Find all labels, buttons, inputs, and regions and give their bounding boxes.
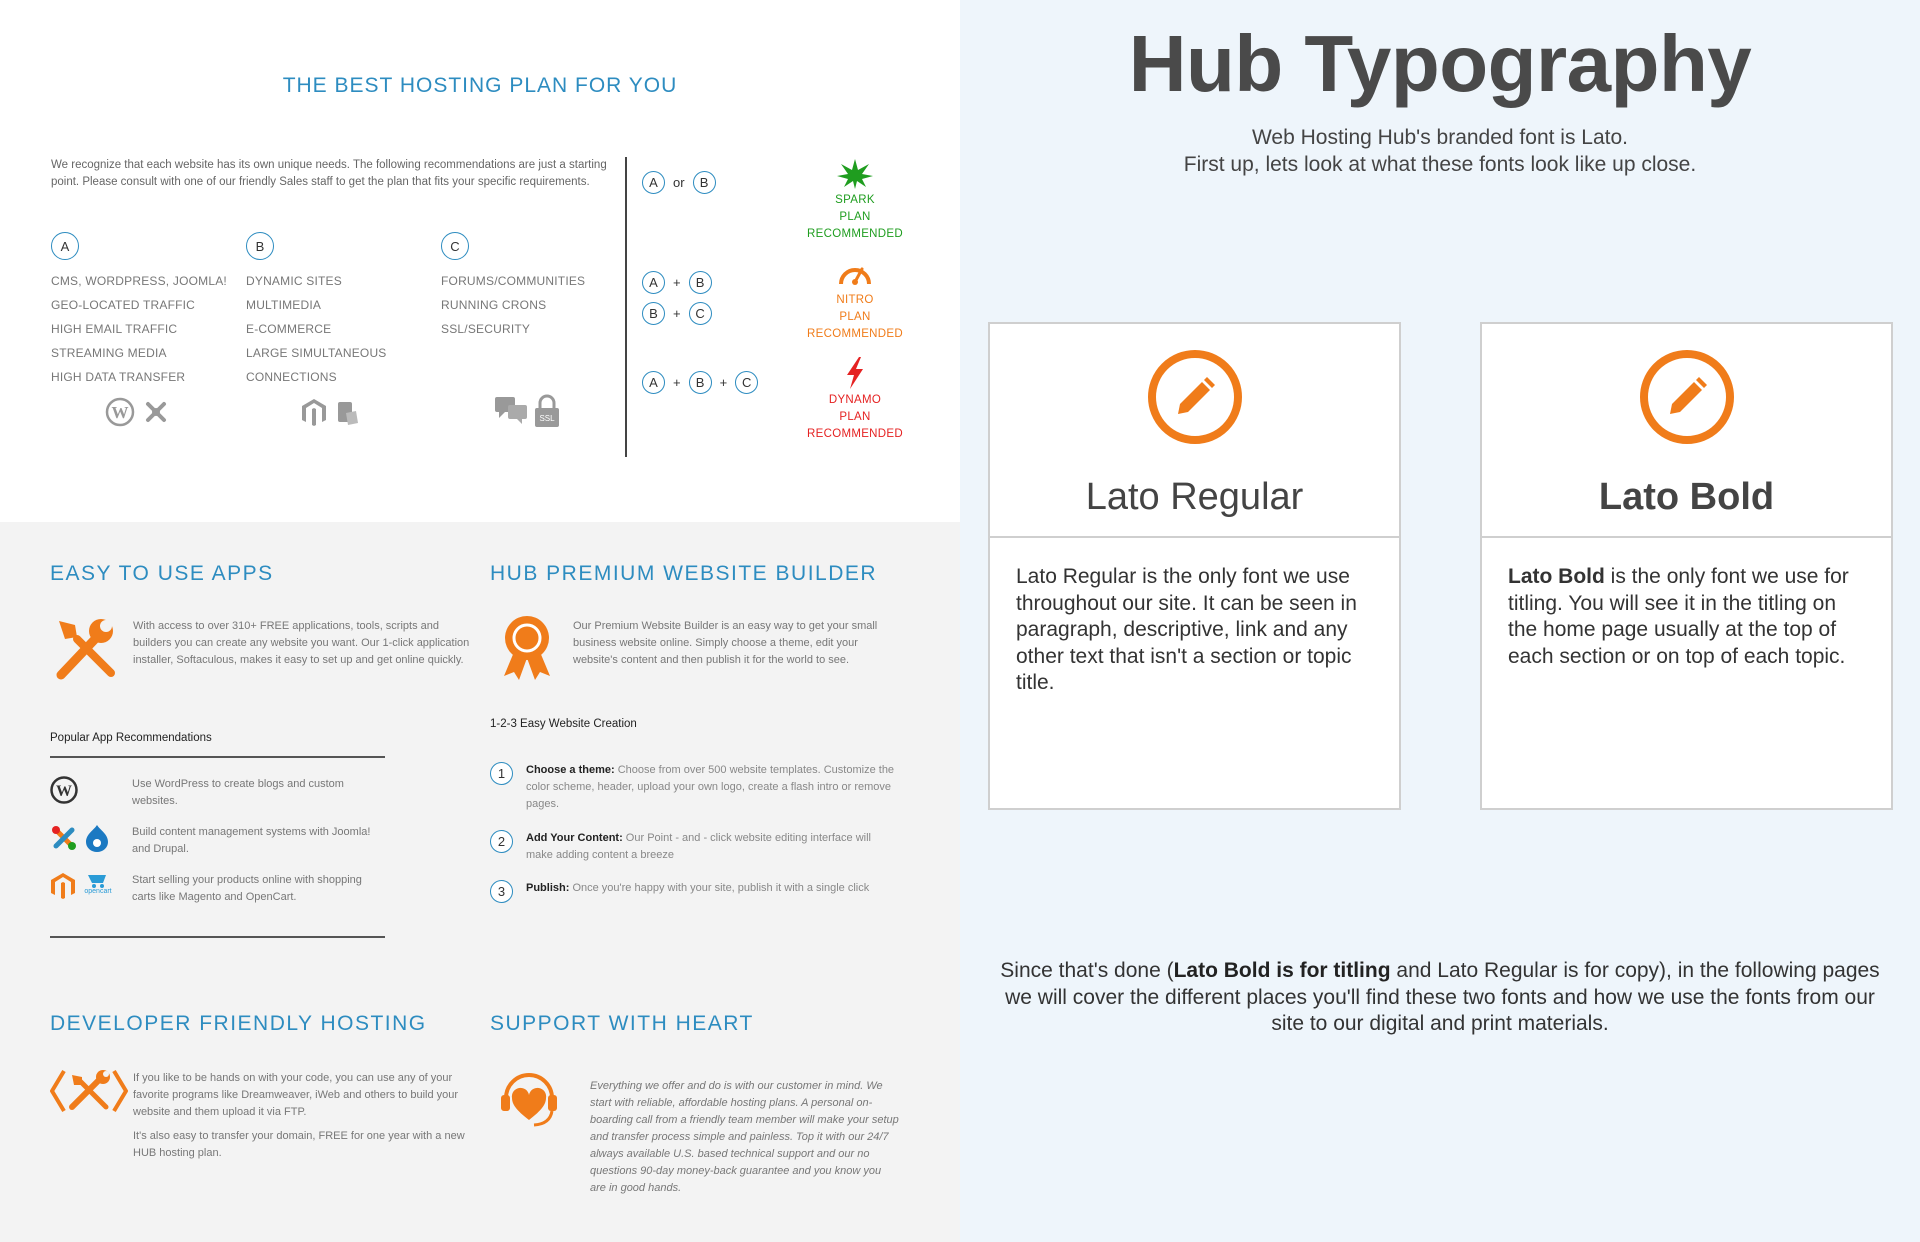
spark-plan xyxy=(790,158,920,243)
list-item xyxy=(50,872,390,906)
letter-b-badge: B xyxy=(246,232,274,260)
magento-icon xyxy=(50,872,76,900)
builder-title: HUB PREMIUM WEBSITE BUILDER xyxy=(490,562,878,585)
opencart-label: opencart xyxy=(84,888,112,895)
list-item: RUNNING CRONS xyxy=(441,298,547,312)
list-item: STREAMING MEDIA xyxy=(51,346,167,360)
hosting-intro: We recognize that each website has its own unique needs. The following recommendations are just a starting point. Please consult with one of our friendly Sales staff to get the plan that fits your specific requirements. xyxy=(51,159,607,188)
award-ribbon-icon xyxy=(498,614,556,682)
combo-a-plus-b xyxy=(642,271,712,294)
joomla-icon xyxy=(141,397,171,427)
subtitle-line: First up, lets look at what these fonts look like up close. xyxy=(1183,153,1697,176)
list-item: CMS, WORDPRESS, JOOMLA! xyxy=(51,274,227,288)
apps-description: With access to over 310+ FREE applications, tools, scripts and builders you can create any website you want. Our 1-click application installer, Softaculous, makes it easy to set up and get online quickly. xyxy=(133,620,470,666)
badge-b: B xyxy=(689,271,712,294)
chat-bubbles-icon xyxy=(494,394,528,426)
step-label: Add Your Content: xyxy=(526,832,623,844)
step-number: 2 xyxy=(490,830,513,853)
card-body: Lato Regular is the only font we use throughout our site. It can be seen in paragraph, descriptive, link and any other text that isn't a section or topic title. xyxy=(1016,565,1357,694)
svg-text:W: W xyxy=(56,783,72,800)
tools-icon xyxy=(53,615,119,681)
list-item: FORUMS/COMMUNITIES xyxy=(441,274,586,288)
step-text: Once you're happy with your site, publish it with a single click xyxy=(569,882,870,894)
summary-text: Since that's done (Lato Bold is for titling and Lato Regular is for copy), in the following pages we will cover the different places you'll find these two fonts and how we use the fonts from our site to our digital and print materials. xyxy=(1000,959,1880,1035)
edit-pencil-icon xyxy=(1146,348,1244,446)
combo-b-plus-c xyxy=(642,302,712,325)
subtitle-line: Web Hosting Hub's branded font is Lato. xyxy=(1251,126,1628,149)
card-body xyxy=(1482,538,1891,670)
popular-apps-title: Popular App Recommendations xyxy=(50,732,212,744)
column-c-icons xyxy=(494,394,560,428)
features-section xyxy=(0,522,960,1242)
support-description: Everything we offer and do is with our customer in mind. We start with reliable, affordable hosting plans. A personal on-boarding call from a friendly team member will make your setup and transfer process simple and painless. Top it with our 24/7 always available U.S. based technical support and our no questions 90-day money-back guarantee and you know you are in good hands. xyxy=(590,1080,899,1194)
column-a-icons xyxy=(105,397,171,427)
list-item: LARGE SIMULTANEOUS xyxy=(246,346,387,360)
list-item: HIGH DATA TRANSFER xyxy=(51,370,186,384)
support-title: SUPPORT WITH HEART xyxy=(490,1012,754,1035)
column-b xyxy=(246,232,446,389)
vertical-divider xyxy=(625,157,627,457)
divider xyxy=(50,936,385,938)
step-number: 1 xyxy=(490,762,513,785)
combo-plus: + xyxy=(673,375,681,390)
list-item xyxy=(50,824,390,858)
joomla-icon xyxy=(50,824,78,852)
card-body-bold: Lato Bold xyxy=(1508,565,1605,588)
spark-leaf-icon xyxy=(836,158,874,190)
app-row-text: Use WordPress to create blogs and custom websites. xyxy=(132,778,344,807)
plan-line: PLAN xyxy=(839,311,871,323)
cart-hand-icon xyxy=(334,397,360,427)
letter-a-badge: A xyxy=(51,232,79,260)
apps-title: EASY TO USE APPS xyxy=(50,562,274,585)
combo-a-b-c xyxy=(642,371,758,394)
speedometer-icon xyxy=(837,258,873,290)
badge-b: B xyxy=(693,171,716,194)
app-row-text: Start selling your products online with shopping carts like Magento and OpenCart. xyxy=(132,874,362,903)
developer-title: DEVELOPER FRIENDLY HOSTING xyxy=(50,1012,427,1035)
wordpress-icon xyxy=(105,397,135,427)
lato-regular-card xyxy=(988,322,1401,810)
column-a xyxy=(51,232,251,389)
step-1 xyxy=(490,762,900,813)
column-b-icons xyxy=(300,397,360,427)
list-item: SSL/SECURITY xyxy=(441,322,531,336)
badge-a: A xyxy=(642,171,665,194)
badge-a: A xyxy=(642,271,665,294)
list-item: CONNECTIONS xyxy=(246,370,337,384)
hosting-title: THE BEST HOSTING PLAN FOR YOU xyxy=(282,74,678,97)
combo-or: or xyxy=(673,175,685,190)
badge-b: B xyxy=(642,302,665,325)
column-c xyxy=(441,232,641,341)
app-row-text: Build content management systems with Joomla! and Drupal. xyxy=(132,826,371,855)
letter-c-badge: C xyxy=(441,232,469,260)
plan-line: RECOMMENDED xyxy=(807,428,903,440)
card-body-text: is the only font we use for titling. You will see it in the titling on the home page usually at the top of each section or on top of each topic. xyxy=(1508,565,1849,668)
step-2 xyxy=(490,830,900,864)
page-subtitle xyxy=(960,124,1920,178)
developer-description-1: If you like to be hands on with your code, you can use any of your favorite programs like Dreamweaver, iWeb and others to build your website and them upload it via FTP. xyxy=(133,1072,459,1118)
lato-bold-card xyxy=(1480,322,1893,810)
combo-a-or-b xyxy=(642,171,716,194)
svg-text:W: W xyxy=(111,403,129,422)
plan-line: SPARK xyxy=(835,194,875,206)
combo-plus: + xyxy=(719,375,728,390)
step-text: Choose from over 500 website templates. Customize the color scheme, header, upload your own logo, create a flash intro or remove pages. xyxy=(526,764,895,810)
step-3 xyxy=(490,880,900,903)
plan-line: DYNAMO xyxy=(828,394,882,406)
list-item: GEO-LOCATED TRAFFIC xyxy=(51,298,196,312)
steps-title: 1-2-3 Easy Website Creation xyxy=(490,718,637,730)
badge-c: C xyxy=(735,371,758,394)
font-name: Lato Regular xyxy=(1085,476,1304,518)
edit-pencil-icon xyxy=(1638,348,1736,446)
badge-b: B xyxy=(689,371,712,394)
ssl-lock-icon xyxy=(534,394,560,428)
column-a-list xyxy=(51,269,251,389)
step-number: 3 xyxy=(490,880,513,903)
list-item: DYNAMIC SITES xyxy=(246,274,342,288)
step-label: Publish: xyxy=(526,882,570,894)
hosting-plan-section xyxy=(0,0,960,522)
list-item: HIGH EMAIL TRAFFIC xyxy=(51,322,178,336)
combo-plus: + xyxy=(673,275,681,290)
heart-headset-icon xyxy=(498,1068,560,1130)
ssl-label: SSL xyxy=(539,414,555,423)
combo-plus: + xyxy=(673,306,681,321)
builder-description: Our Premium Website Builder is an easy way to get your small business website online. Simply choose a theme, edit your website's content and then publish it for the world to see. xyxy=(573,620,878,666)
step-text: Our Point - and - click website editing interface will make adding content a breeze xyxy=(526,832,871,861)
plan-line: PLAN xyxy=(839,211,871,223)
lightning-icon xyxy=(842,356,868,390)
list-item: E-COMMERCE xyxy=(246,322,332,336)
drupal-icon xyxy=(84,824,110,852)
font-name: Lato Bold xyxy=(1598,476,1775,518)
typography-page xyxy=(960,0,1920,1242)
nitro-plan xyxy=(790,258,920,343)
list-item xyxy=(50,776,390,810)
column-c-list xyxy=(441,269,641,341)
magento-icon xyxy=(300,397,328,427)
divider xyxy=(50,756,385,758)
badge-a: A xyxy=(642,371,665,394)
plan-line: NITRO xyxy=(836,294,874,306)
plan-line: RECOMMENDED xyxy=(807,328,903,340)
plan-line: PLAN xyxy=(839,411,871,423)
step-label: Choose a theme: xyxy=(526,764,615,776)
code-tools-icon xyxy=(50,1067,128,1115)
dynamo-plan xyxy=(790,356,920,443)
list-item: MULTIMEDIA xyxy=(246,298,322,312)
developer-description-2: It's also easy to transfer your domain, FREE for one year with a new HUB hosting plan. xyxy=(133,1130,465,1159)
page-title: Hub Typography xyxy=(1128,19,1752,108)
badge-c: C xyxy=(689,302,712,325)
column-b-list xyxy=(246,269,446,389)
opencart-icon xyxy=(82,872,114,900)
wordpress-icon xyxy=(50,776,78,804)
plan-line: RECOMMENDED xyxy=(807,228,903,240)
